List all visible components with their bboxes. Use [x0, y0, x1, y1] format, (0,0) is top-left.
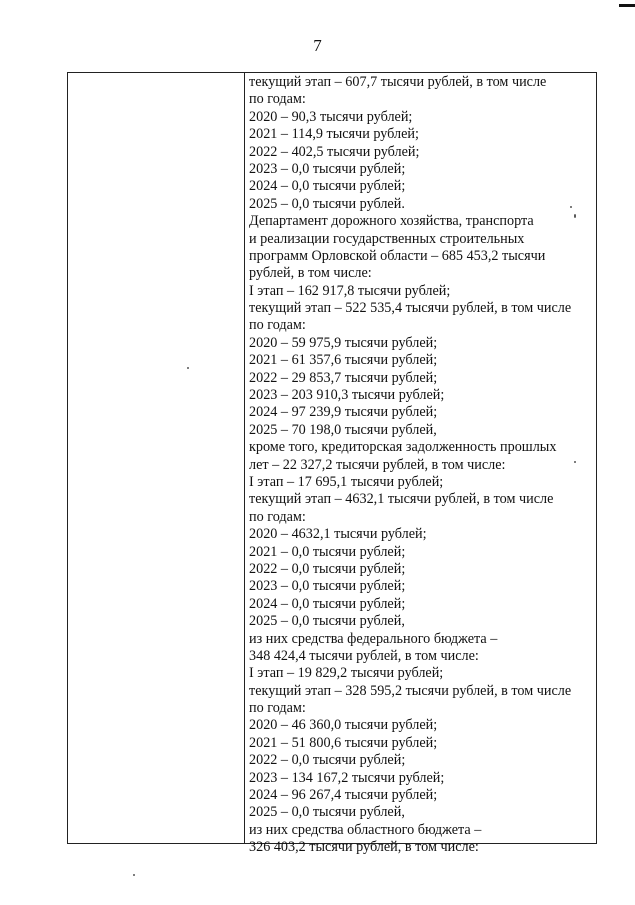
text-line: 2020 – 59 975,9 тысячи рублей;	[249, 334, 438, 351]
text-line: текущий этап – 522 535,4 тысячи рублей, в том числе	[249, 300, 572, 317]
text-line: 2021 – 0,0 тысячи рублей;	[249, 543, 406, 560]
text-line: 2020 – 46 360,0 тысячи рублей;	[249, 717, 438, 734]
text-line: текущий этап – 607,7 тысячи рублей, в том числе	[249, 74, 547, 90]
scan-speck	[133, 874, 135, 876]
text-line: 2023 – 134 167,2 тысячи рублей;	[249, 769, 445, 786]
scan-speck	[574, 214, 576, 218]
page-number: 7	[313, 36, 322, 55]
text-line: из них средства федерального бюджета –	[249, 630, 498, 647]
text-line: 2025 – 0,0 тысячи рублей,	[249, 804, 405, 821]
text-line: I этап – 19 829,2 тысячи рублей;	[249, 665, 444, 682]
text-line: 348 424,4 тысячи рублей, в том числе:	[249, 647, 479, 664]
text-line: 2024 – 97 239,9 тысячи рублей;	[249, 404, 438, 421]
scan-corner-mark	[619, 4, 635, 7]
text-line: 2020 – 4632,1 тысячи рублей;	[249, 526, 427, 543]
text-line: 2022 – 0,0 тысячи рублей;	[249, 752, 406, 769]
text-line: 2025 – 70 198,0 тысячи рублей,	[249, 421, 437, 438]
text-line: рублей, в том числе:	[249, 265, 372, 282]
text-line: лет – 22 327,2 тысячи рублей, в том числе:	[249, 456, 506, 473]
text-line: 2021 – 51 800,6 тысячи рублей;	[249, 734, 438, 751]
text-line: по годам:	[249, 700, 306, 717]
text-line: программ Орловской области – 685 453,2 тысячи	[249, 247, 546, 264]
scan-speck	[570, 206, 572, 208]
scan-speck	[187, 367, 189, 369]
text-line: 2022 – 0,0 тысячи рублей;	[249, 560, 406, 577]
text-line: 2025 – 0,0 тысячи рублей.	[249, 195, 405, 212]
text-line: 2024 – 96 267,4 тысячи рублей;	[249, 787, 438, 804]
text-line: 2021 – 61 357,6 тысячи рублей;	[249, 352, 438, 369]
column-divider	[244, 73, 245, 843]
text-line: 326 403,2 тысячи рублей, в том числе:	[249, 839, 479, 856]
text-line: I этап – 162 917,8 тысячи рублей;	[249, 282, 451, 299]
text-line: и реализации государственных строительных	[249, 230, 525, 247]
text-line: 2025 – 0,0 тысячи рублей,	[249, 613, 405, 630]
text-line: 2020 – 90,3 тысячи рублей;	[249, 108, 413, 125]
text-line: 2024 – 0,0 тысячи рублей;	[249, 178, 406, 195]
text-line: 2023 – 203 910,3 тысячи рублей;	[249, 387, 445, 404]
text-line: 2022 – 29 853,7 тысячи рублей;	[249, 369, 438, 386]
text-line: 2023 – 0,0 тысячи рублей;	[249, 160, 406, 177]
text-line: текущий этап – 4632,1 тысячи рублей, в том числе	[249, 491, 554, 508]
table-right-cell	[249, 74, 590, 857]
text-line: по годам:	[249, 508, 306, 525]
text-line: по годам:	[249, 91, 306, 108]
text-line: 2021 – 114,9 тысячи рублей;	[249, 126, 419, 143]
text-line: 2022 – 402,5 тысячи рублей;	[249, 143, 420, 160]
text-line: 2024 – 0,0 тысячи рублей;	[249, 595, 406, 612]
text-line: по годам:	[249, 317, 306, 334]
text-line: из них средства областного бюджета –	[249, 821, 482, 838]
text-line: 2023 – 0,0 тысячи рублей;	[249, 578, 406, 595]
document-table	[67, 72, 597, 856]
text-line: кроме того, кредиторская задолженность прошлых	[249, 439, 557, 456]
scan-speck	[574, 461, 576, 463]
text-line: текущий этап – 328 595,2 тысячи рублей, в том числе	[249, 682, 572, 699]
text-line: I этап – 17 695,1 тысячи рублей;	[249, 473, 444, 490]
text-line: Департамент дорожного хозяйства, транспорта	[249, 213, 534, 230]
